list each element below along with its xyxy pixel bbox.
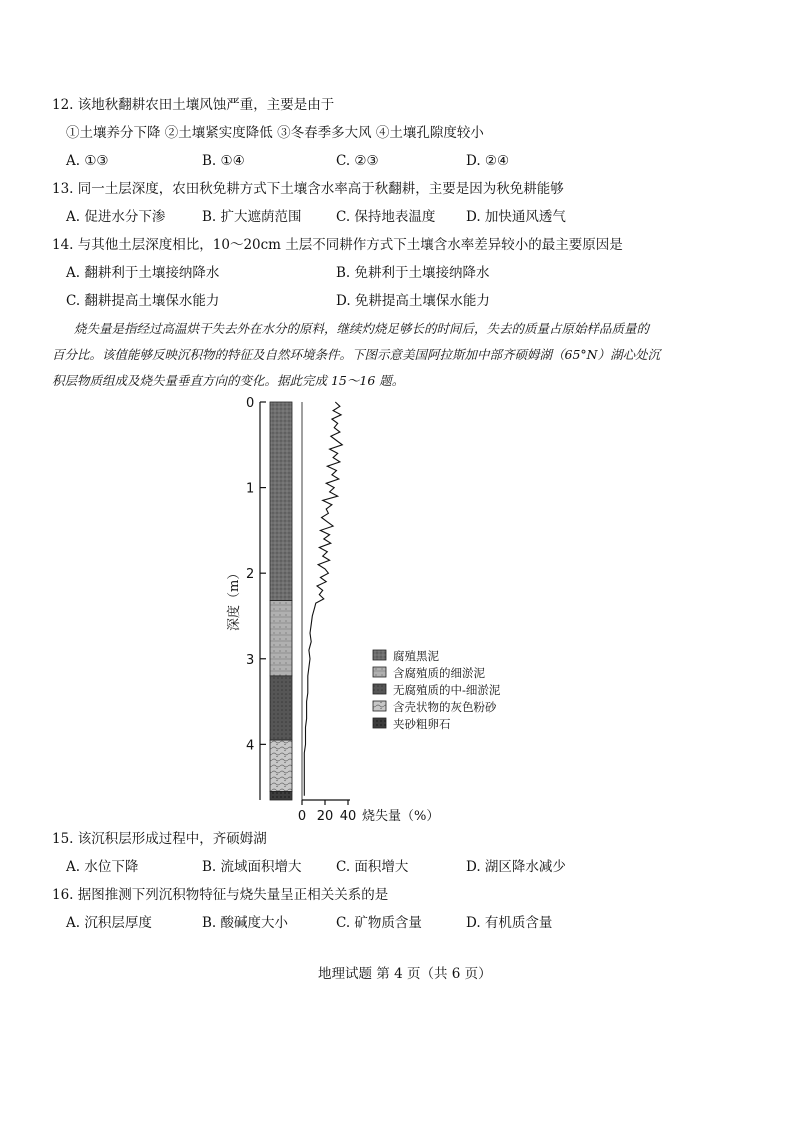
- q12-option-d[interactable]: D. ②④: [466, 153, 510, 169]
- loi-tick-label: 0: [297, 809, 307, 824]
- legend-swatch-5: [373, 718, 386, 728]
- q15-option-b[interactable]: B. 流域面积增大: [202, 859, 302, 875]
- loi-curve: [304, 402, 342, 796]
- q14-stem: 14. 与其他土层深度相比，10～20cm 土层不同耕作方式下土壤含水率差异较小的最主要原因是: [52, 237, 623, 253]
- q13-option-b[interactable]: B. 扩大遮荫范围: [202, 209, 302, 225]
- depth-tick-label: 4: [246, 738, 255, 754]
- q13-option-a[interactable]: A. 促进水分下渗: [66, 209, 166, 225]
- legend-label-2: 含腐殖质的细淤泥: [393, 666, 485, 680]
- layer-5: [270, 791, 292, 800]
- page-footer: 地理试题 第 4 页（共 6 页）: [318, 966, 492, 982]
- legend-label-5: 夹砂粗卵石: [393, 717, 451, 731]
- depth-tick-label: 1: [246, 481, 255, 497]
- layer-2: [270, 601, 292, 676]
- q14-option-d[interactable]: D. 免耕提高土壤保水能力: [336, 293, 490, 309]
- layer-3: [270, 676, 292, 740]
- q14-option-c[interactable]: C. 翻耕提高土壤保水能力: [66, 293, 220, 309]
- legend-swatch-1: [373, 650, 386, 660]
- passage-line-1: 烧失量是指经过高温烘干失去外在水分的原料，继续灼烧足够长的时间后，失去的质量占原始样品质量的: [74, 321, 650, 336]
- loi-axis-title: 烧失量（%）: [362, 809, 440, 824]
- q12-stem: 12. 该地秋翻耕农田土壤风蚀严重，主要是由于: [52, 97, 335, 113]
- loi-tick-label: 20: [316, 809, 334, 824]
- legend-swatch-3: [373, 684, 386, 694]
- sediment-profile-chart: [200, 392, 720, 832]
- q16-option-a[interactable]: A. 沉积层厚度: [66, 915, 152, 931]
- legend-swatch-2: [373, 667, 386, 677]
- q12-statements: ①土壤养分下降 ②土壤紧实度降低 ③冬春季多大风 ④土壤孔隙度较小: [66, 125, 484, 141]
- loi-tick-label: 40: [339, 809, 357, 824]
- q15-stem: 15. 该沉积层形成过程中，齐硕姆湖: [52, 831, 267, 847]
- q15-option-d[interactable]: D. 湖区降水减少: [466, 859, 566, 875]
- q12-option-c[interactable]: C. ②③: [336, 153, 379, 169]
- legend-label-3: 无腐殖质的中-细淤泥: [393, 683, 501, 697]
- layer-1: [270, 402, 292, 601]
- q16-option-b[interactable]: B. 酸碱度大小: [202, 915, 289, 931]
- depth-tick-label: 3: [246, 652, 255, 668]
- q14-option-b[interactable]: B. 免耕利于土壤接纳降水: [336, 265, 490, 281]
- q15-option-c[interactable]: C. 面积增大: [336, 859, 409, 875]
- depth-tick-label: 2: [246, 567, 255, 583]
- q16-option-c[interactable]: C. 矿物质含量: [336, 915, 422, 931]
- q13-option-d[interactable]: D. 加快通风透气: [466, 209, 566, 225]
- q16-option-d[interactable]: D. 有机质含量: [466, 915, 553, 931]
- legend-label-4: 含壳状物的灰色粉砂: [393, 700, 497, 714]
- q12-option-b[interactable]: B. ①④: [202, 153, 245, 169]
- passage-line-2: 百分比。该值能够反映沉积物的特征及自然环境条件。下图示意美国阿拉斯加中部齐硕姆湖（65°N）湖心处沉: [52, 347, 661, 362]
- q13-option-c[interactable]: C. 保持地表温度: [336, 209, 436, 225]
- passage-line-3: 积层物质组成及烧失量垂直方向的变化。据此完成 15～16 题。: [52, 373, 405, 388]
- depth-tick-label: 0: [246, 396, 255, 411]
- q14-option-a[interactable]: A. 翻耕利于土壤接纳降水: [66, 265, 220, 281]
- legend-label-1: 腐殖黑泥: [393, 649, 439, 663]
- layer-4: [270, 740, 292, 791]
- legend-swatch-4: [373, 701, 386, 711]
- q16-stem: 16. 据图推测下列沉积物特征与烧失量呈正相关关系的是: [52, 887, 389, 903]
- depth-axis-title: 深度（m）: [227, 566, 242, 631]
- q12-option-a[interactable]: A. ①③: [66, 153, 109, 169]
- q15-option-a[interactable]: A. 水位下降: [66, 859, 139, 875]
- q13-stem: 13. 同一土层深度，农田秋免耕方式下土壤含水率高于秋翻耕，主要是因为秋免耕能够: [52, 181, 564, 197]
